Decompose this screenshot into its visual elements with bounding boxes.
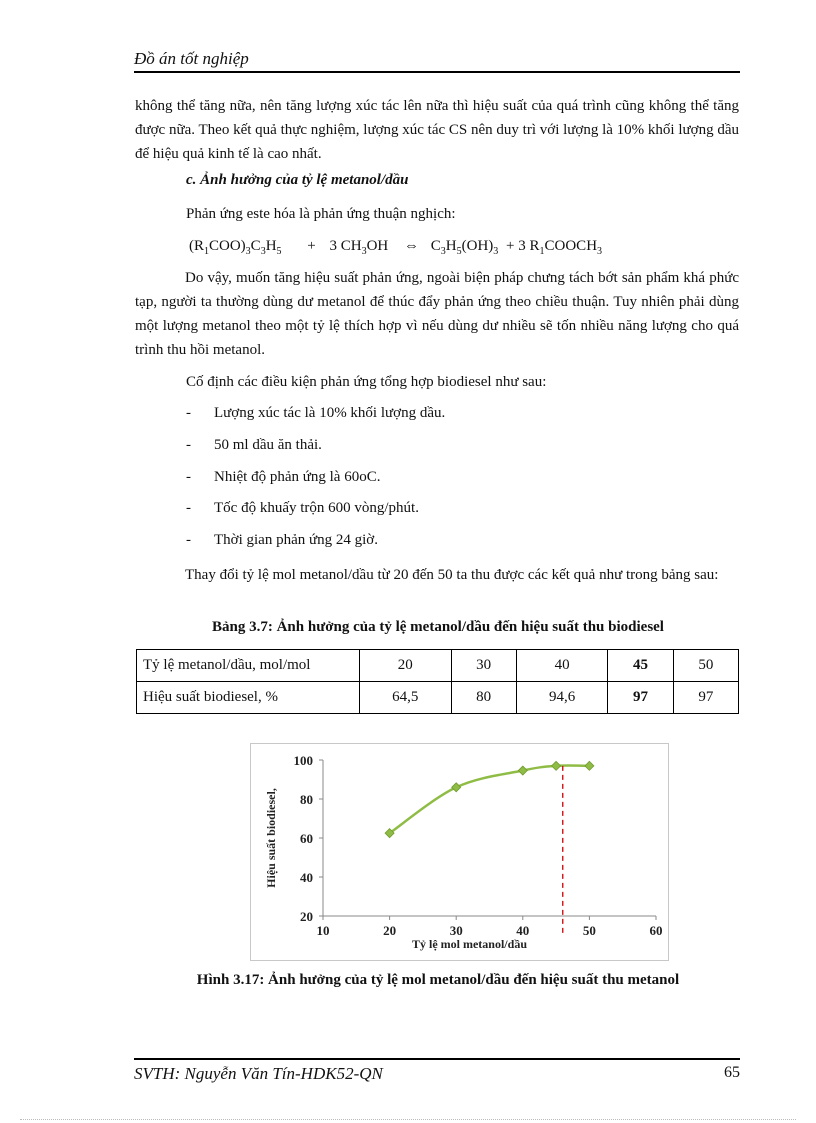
data-point <box>518 766 527 775</box>
table-cell: 20 <box>360 650 452 682</box>
table-cell: 30 <box>451 650 516 682</box>
data-point <box>585 761 594 770</box>
table-cell: 50 <box>673 650 738 682</box>
table-cell: 97 <box>608 682 673 714</box>
table-cell: 64,5 <box>360 682 452 714</box>
table-row-header: Tỷ lệ metanol/dầu, mol/mol <box>137 650 360 682</box>
page-edge-divider <box>20 1119 796 1120</box>
x-tick-label: 60 <box>649 923 663 938</box>
footer-rule <box>134 1058 740 1060</box>
header-rule <box>134 71 740 73</box>
table-cell: 97 <box>673 682 738 714</box>
y-tick-label: 20 <box>300 909 313 924</box>
y-tick-label: 40 <box>300 870 313 885</box>
reaction-intro: Phản ứng este hóa là phản ứng thuận nghịch: <box>186 206 456 222</box>
x-tick-label: 10 <box>316 923 330 938</box>
table-caption: Bảng 3.7: Ảnh hưởng của tỷ lệ metanol/dầu đến hiệu suất thu biodiesel <box>212 619 664 635</box>
x-tick-label: 40 <box>516 923 530 938</box>
table-row <box>137 650 739 682</box>
results-table <box>136 649 739 714</box>
table-cell: 45 <box>608 650 673 682</box>
page-header-title: Đồ án tốt nghiệp <box>134 49 249 68</box>
footer-author: SVTH: Nguyễn Văn Tín-HDK52-QN <box>134 1064 383 1083</box>
equilibrium-arrow-icon: ⇔ <box>404 238 420 254</box>
table-cell: 94,6 <box>516 682 608 714</box>
y-axis-label: Hiệu suất biodiesel, <box>264 788 278 888</box>
reaction-equation: $(R_1COO)_3C_3H_5 + 3$ $CH_3OH$ ⇔ $C_3H_5(OH)_3 + 3$ $R_1COOCH_3$ <box>189 238 603 257</box>
conditions-intro: Cố định các điều kiện phản ứng tổng hợp biodiesel như sau: <box>186 374 547 390</box>
series-line <box>390 766 590 834</box>
table-cell: 40 <box>516 650 608 682</box>
paragraph-3: Thay đổi tỷ lệ mol metanol/dầu từ 20 đến 50 ta thu được các kết quả như trong bảng sau: <box>185 567 719 583</box>
x-tick-label: 50 <box>582 923 596 938</box>
line-chart <box>251 744 668 960</box>
chart-container <box>250 743 669 961</box>
data-point <box>552 761 561 770</box>
paragraph-1: không thể tăng nữa, nên tăng lượng xúc tác lên nữa thì hiệu suất của quá trình cũng không thể tăng được nữa. Theo kết quả thực nghiệm, lượng xúc tác CS nên duy trì với lượng là 10% khối lượng dầu để hiệu quả kinh tế là cao nhất. <box>135 98 739 162</box>
x-tick-label: 20 <box>383 923 397 938</box>
y-tick-label: 100 <box>293 753 313 768</box>
y-tick-label: 80 <box>300 792 313 807</box>
y-tick-label: 60 <box>300 831 313 846</box>
x-axis-label: Tỷ lệ mol metanol/dầu <box>411 937 528 951</box>
figure-caption: Hình 3.17: Ảnh hưởng của tỷ lệ mol metanol/dầu đến hiệu suất thu metanol <box>196 972 680 988</box>
data-point <box>452 783 461 792</box>
section-heading: c. Ảnh hưởng của tỷ lệ metanol/dầu <box>186 172 409 188</box>
x-tick-label: 30 <box>449 923 463 938</box>
table-row-header: Hiệu suất biodiesel, % <box>137 682 360 714</box>
table-row <box>137 682 739 714</box>
page-number: 65 <box>724 1064 740 1081</box>
paragraph-2: Do vậy, muốn tăng hiệu suất phản ứng, ngoài biện pháp chưng tách bớt sản phẩm khá phức tạp, người ta thường dùng dư metanol để thúc đẩy phản ứng theo chiều thuận. Tuy nhiên phải dùng một lượng metanol theo một tỷ lệ thích hợp vì nếu dùng dư nhiều sẽ tốn nhiều năng lượng cho quá trình thu hồi metanol. <box>135 270 739 358</box>
table-cell: 80 <box>451 682 516 714</box>
